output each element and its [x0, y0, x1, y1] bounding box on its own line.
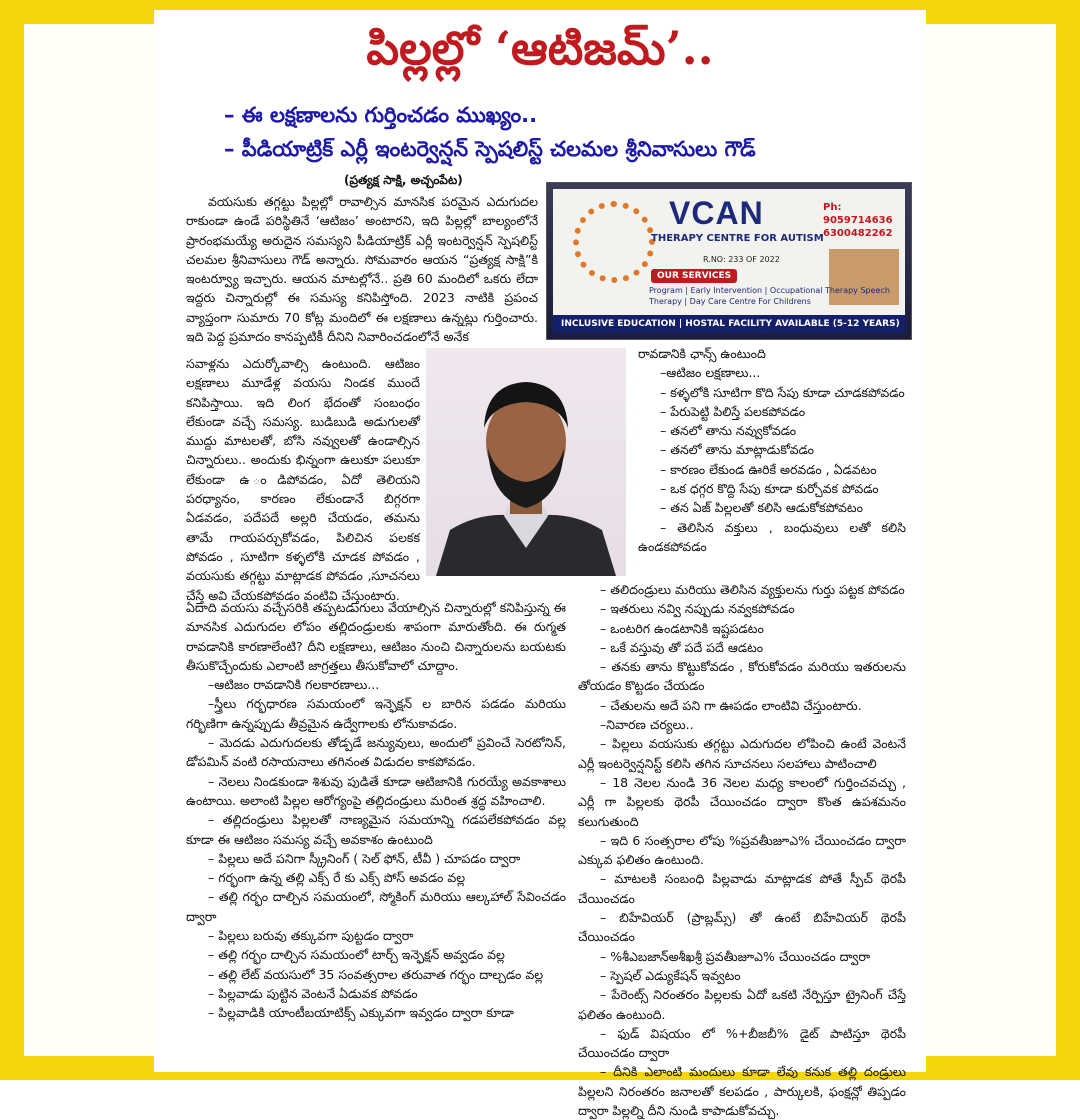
cause-item: – నెలలు నిండకుండా శిశువు పుడితే కూడా ఆటిజానికి గురయ్యే అవకాశాలు ఉంటాయి. అలాంటి పిల్లల ఆరోగ్యంపై తల్లిదండ్రులు మరింత శ్రద్ధ వహించాలి. [186, 773, 566, 808]
prevention-item: – 18 నెలల నుండి 36 నెలల మధ్య కాలంలో గుర్తించవచ్చు , ఎర్లీ గా పిల్లలకు థెరపీ చేయించడం ద్వారా కొంత ఉపశమనం కలుగుతుంది [578, 774, 906, 829]
banner-services: Program | Early Intervention | Occupational Therapy Speech Therapy | Day Care Centre For Childrens [649, 286, 890, 306]
right-column-bottom [578, 580, 906, 1120]
symptoms-heading: –ఆటిజం లక్షణాలు... [660, 365, 761, 381]
intro-narrow [186, 354, 420, 605]
cause-item: – పిల్లలు బరువు తక్కువగా పుట్టడం ద్వారా [208, 928, 414, 944]
symptom-item: – ఒంటరిగ ఉండటానికి ఇష్టపడటం [600, 620, 764, 636]
symptom-item: – తనలో తాను నవ్వుకోవడం [660, 423, 797, 439]
symptom-item: – తనకు తాను కొట్టుకోవడం , కోరుకోవడం మరియు ఇతరులను తోయడం కొట్టడం చేయడం [578, 659, 906, 694]
banner-services-label: OUR SERVICES [651, 269, 737, 283]
right-column-top [638, 344, 906, 556]
banner-reg: R.NO: 233 OF 2022 [703, 255, 780, 264]
prevention-item: – ఇది 6 సంత్సరాల లోపు %ప్రవతీుజూఎ% చేయించడం ద్వారా ఎక్కువ ఫలితం ఉంటుంది. [578, 832, 906, 868]
banner-subtitle: THERAPY CENTRE FOR AUTISM [651, 233, 824, 244]
prevention-item: – ఫుడ్ విషయం లో %+బీజబీ% డైట్ పాటిస్తూ థెరపీ చేయించడం ద్వారా [578, 1025, 906, 1061]
symptom-item: – చేతులను అదే పని గా ఊపడం లాంటివి చేస్తుంటారు. [600, 697, 862, 713]
prevention-item: – బిహేవియర్ (ప్రాబ్లమ్స్) తో ఉంటే బిహేవియర్ థెరపీ చేయించడం [578, 910, 906, 945]
causes-heading: –ఆటిజం రావడానికి గలకారణాలు... [208, 677, 380, 693]
intro-top [186, 192, 538, 346]
right-lead: రావడానికి ఛాన్స్ ఉంటుంది [638, 346, 766, 361]
symptom-item: – ఒకే వస్తువు తో పదే పదే ఆడటం [600, 639, 764, 655]
symptom-item: – కారణం లేకుండ ఊరికే అరవడం , ఏడవటం [660, 461, 877, 477]
cause-item: – పిల్లవాడికి యాంటీబయాటిక్స్ ఎక్కువగా ఇవ్వడం ద్వారా కూడా [208, 1005, 514, 1021]
intro-top-text: వయసుకు తగ్గట్టు పిల్లల్లో రావాల్సిన మానసిక పరమైన ఎదుగుదల రాకుండా ఉండే పరిస్థితినే ‘ఆటిజం’ అంటారని, ఇది పిల్లల్లో బాల్యంలోనే ప్రారంభమయ్యే అరుదైన సమస్యని పీడియాట్రిక్ ఎర్లీ ఇంటర్వెన్షన్ స్పెషలిస్ట్ చలమల శ్రీనివాసులు గౌడ్ అన్నారు. సోమవారం ఆయన “ప్రత్యక్ష సాక్షి”కి ఇంటర్వ్యూ ఇచ్చారు. ఆయన మాటల్లోనే.. ప్రతి 60 మందిలో ఒకరు లేదా ఇద్దరు చిన్నారుల్లో ఈ సమస్య కనిపిస్తోంది. 2023 నాటికి ప్రపంచ వ్యాప్తంగా సుమారు 70 కోట్ల మందిలో ఈ లక్షణాలు ఉన్నట్లు గుర్తించారు. ఇది పెద్ద ప్రమాదం కానప్పటికీ దీనిని నివారించడంలోనే అనేక [186, 194, 538, 345]
left-column [186, 598, 566, 1023]
dateline: (ప్రత్యక్ష సాక్షి, అచ్చంపేట) [344, 173, 463, 187]
cause-item: – గర్భంగా ఉన్న తల్లి ఎక్స్ రే కు ఎక్స్ పోస్ అవడం వల్ల [208, 870, 466, 886]
prevention-item: – దీనికి ఎలాంటి మందులు కూడా లేవు కనుక తల్లి దండ్రులు పిల్లలని నిరంతరం జనాలతో కలపడం , పార్కులకి, ఫంక్షన్లో తిప్పడం ద్వారా పిల్లల్ని దీని నుండి కాపాడుకోవచ్చు. [578, 1064, 906, 1119]
cause-item: –స్త్రీలు గర్భధారణ సమయంలో ఇన్ఫెక్షన్ ల బారిన పడడం మరియు గర్భిణిగా ఉన్నప్పుడు తీవ్రమైన ఉద్వేగాలకు లోనుకావడం. [186, 696, 566, 731]
subhead-2: – పీడియాట్రిక్ ఎర్లీ ఇంటర్వెన్షన్ స్పెషలిస్ట్ చలమల శ్రీనివాసులు గౌడ్ [224, 137, 756, 161]
symptom-item: – తలిదండ్రులు మరియు తెలిసిన వ్యక్తులను గుర్తు పట్టక పోవడం [600, 582, 905, 597]
intro-narrow-text: సవాళ్లను ఎదుర్కోవాల్సి ఉంటుంది. ఆటిజం లక్షణాలు మూడేళ్ల వయసు నిండక ముందే కనిపిస్తాయి. ఇది లింగ భేదంతో సంబంధం లేకుండా వచ్చే సమస్య. బుడిబుడి అడుగులతో ముద్దు మాటలతో, బోసి నవ్వులతో ఉండాల్సిన చిన్నారులు.. అందుకు భిన్నంగా ఉలుకూ పలుకూ లేకుండా ఉ ండిపోవడం, ఏదో తెలియని పరధ్యానం, కారణం లేకుండానే బిగ్గరగా ఏడవడం, పదేపదే అల్లరి చేయడం, తమను తామే గాయపర్చుకోవడం, పిలిచిన పలకక పోవడం , సూటిగా కళ్ళలోకి చూడక పోవడం , వయసుకు తగ్గట్టు మాట్లాడక పోవడం ,సూచనలు చేస్తే అవి చేయకపోవడం వంటివి చేస్తుంటారు. [186, 356, 420, 603]
cause-item: – తల్లి గర్భం దాల్చిన సమయంలో టార్చ్ ఇన్ఫెక్షన్ అవ్వడం వల్ల [208, 947, 505, 963]
subhead-1: – ఈ లక్షణాలను గుర్తించడం ముఖ్యం.. [224, 103, 538, 127]
prevention-item: – స్పెషల్ ఎడ్యుకేషన్ ఇవ్వటం [600, 967, 741, 983]
cause-item: – తల్లి గర్భం దాల్చిన సమయంలో, స్మోకింగ్ మరియు ఆల్కహాల్ సేవించడం ద్వారా [186, 889, 566, 924]
prevention-item: – పిల్లలు వయసుకు తగ్గట్టు ఎదుగుదల లోపించి ఉంటే వెంటనే ఎర్లీ ఇంటర్వెన్షనిస్ట్ కలిసి తగిన సూచనలు సలహాలు పాటించాలి [578, 736, 906, 771]
prevention-item: – పేరెంట్స్ నిరంతరం పిల్లలకు ఏదో ఒకటి నేర్పిస్తూ ట్రైనింగ్ చేస్తే ఫలితం ఉంటుంది. [578, 987, 906, 1022]
man-portrait-icon [426, 348, 626, 576]
cause-item: – తల్లి లేట్ వయసులో 35 సంవత్సరాల తరువాత గర్భం దాల్చడం వల్ల [208, 966, 544, 982]
symptom-item: – తెలిసిన వక్తులు , బంధువులు లతో కలిసి ఉండకపోవడం [638, 519, 906, 554]
cause-item: – తల్లిదండ్రులు పిల్లలతో నాణ్యమైన సమయాన్ని గడపలేకపోవడం వల్ల కూడా ఈ ఆటిజం సమస్య వచ్చే అవకాశం ఉంటుంది [186, 812, 566, 847]
banner-phone-1: Ph: 9059714636 [823, 202, 893, 226]
portrait-photo [426, 348, 626, 576]
symptom-item: – ఇతరులు నవ్వి నప్పుడు నవ్వకపోవడం [600, 601, 795, 617]
vcan-banner-photo [546, 182, 912, 340]
banner-phone-2: 6300482262 [823, 228, 893, 239]
article-page [154, 10, 926, 1119]
banner-brand: VCAN [669, 195, 764, 231]
cause-item: – పిల్లవాడు పుట్టిన వెంటనే ఏడువక పోవడం [208, 985, 418, 1001]
symptom-item: – తనలో తాను మాట్లాడుకోవడం [660, 442, 815, 458]
logo-circle-icon [573, 201, 655, 283]
banner-phones [823, 201, 905, 240]
cause-item: – మెదడు ఎదుగుదలకు తోడ్పడే జన్యువులు, అందులో ప్రవించే సెరటోనిన్, డోపమిన్ వంటి రసాయనాలు తగినంత విడుదల కాకపోవడం. [186, 735, 566, 770]
prevention-item: – %శీఎబజాన్‌అశీఖశ్రీ ప్రవతీుజూఎ% చేయించడం ద్వారా [600, 948, 871, 964]
cause-item: – పిల్లలు అదే పనిగా స్క్రీనింగ్ ( సెల్ ఫోన్, టీవీ ) చూపడం ద్వారా [208, 850, 521, 866]
banner-strip: INCLUSIVE EDUCATION | HOSTAL FACILITY AVAILABLE (5-12 YEARS) [553, 315, 905, 333]
prevention-heading: –నివారణ చర్యలు.. [600, 717, 694, 733]
symptom-item: – పేరుపెట్టి పిలిస్తే పలకపోవడం [660, 403, 806, 419]
headline: పిల్లల్లో ‘ఆటిజమ్’.. [366, 21, 714, 75]
symptom-item: – ఒక ధగ్గర కొద్ది సేపు కూడా కుర్చోవక పోవడం [660, 481, 879, 497]
symptom-item: – తన ఏజ్ పిల్లలతో కలిసి ఆడుకోకపోవటం [660, 500, 863, 516]
symptom-item: – కళ్ళలోకి సూటిగా కొది సేపు కూడా చూడకపోవడం [660, 384, 905, 400]
prevention-item: – మాటలకి సంబంధి పిల్లవాడు మాట్లాడక పోతే స్పీచ్ థెరపీ చేయించడం [578, 871, 906, 906]
intro-wide-text: ఏదాది వయసు వచ్చేసరికి తప్పటడుగులు వేయాల్సిన చిన్నారుల్లో కనిపిస్తున్న ఈ మానసిక ఎదుగుదల లోపం తల్లిదండ్రులకు శాపంగా మారుతోంది. ఈ రుగ్మత రావడానికి కారణాలేంటి? దీని లక్షణాలు, ఆటిజం నుంచి చిన్నారులను బయటకు తీసుకొచ్చేందుకు ఎలాంటి జాగ్రత్తలు తీసుకోవాలో చూద్దాం. [186, 600, 566, 673]
